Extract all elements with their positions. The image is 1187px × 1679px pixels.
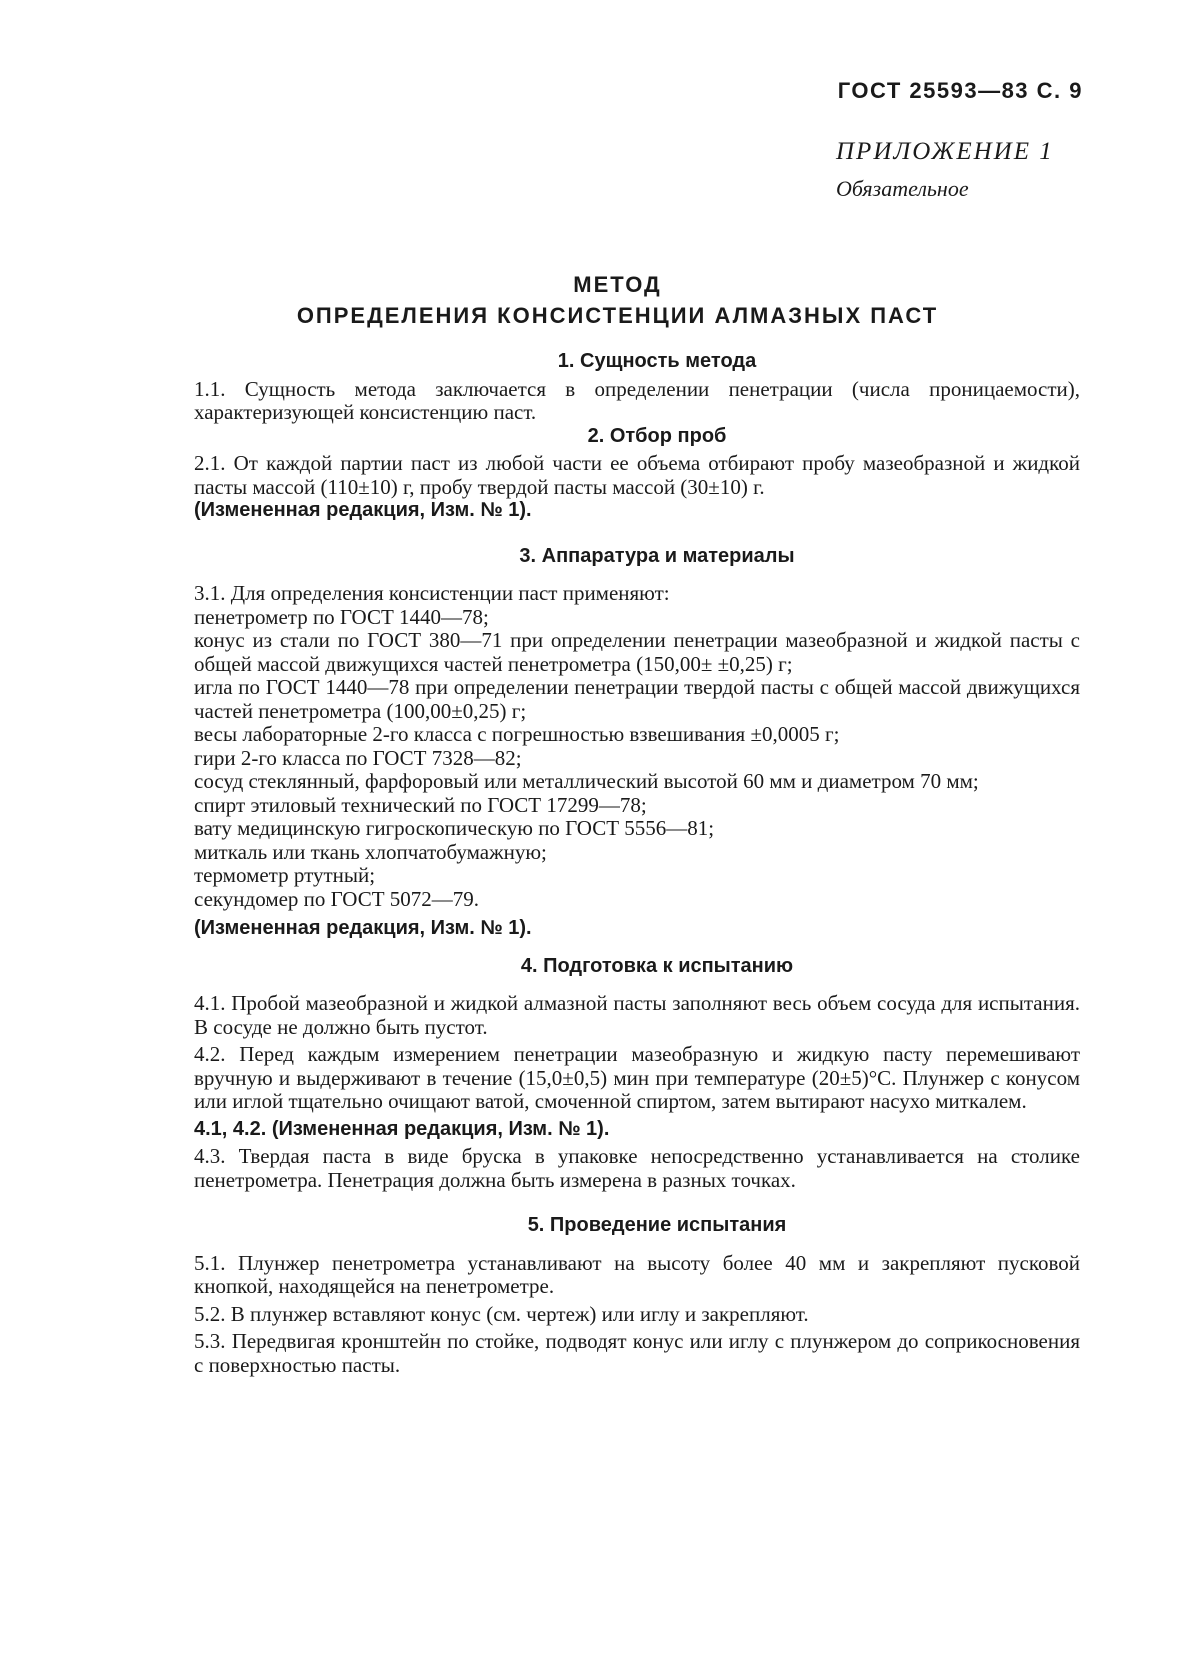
list-item: конус из стали по ГОСТ 380—71 при определении пенетрации мазеобразной и жидкой пасты с общей массой движущихся частей пенетрометра (150,00± ±0,25) г; (194, 628, 1080, 676)
paragraph-4-3: 4.3. Твердая паста в виде бруска в упаковке непосредственно устанавливается на столике пенетрометра. Пенетрация должна быть измерена в разных точках. (194, 1144, 1080, 1192)
list-item: термометр ртутный; (194, 863, 376, 887)
list-item: гири 2-го класса по ГОСТ 7328—82; (194, 745, 522, 770)
section-heading-5: 5. Проведение испытания (527, 1214, 787, 1236)
standard-reference: ГОСТ 25593—83 С. 9 (837, 78, 1083, 103)
list-item: спирт этиловый технический по ГОСТ 17299—78; (194, 792, 647, 817)
list-item: вату медицинскую гигроскопическую по ГОСТ 5556—81; (194, 816, 715, 840)
section-heading-1: 1. Сущность метода (557, 350, 757, 372)
section-heading-4: 4. Подготовка к испытанию (520, 954, 794, 977)
amendment-note-4: 4.1, 4.2. (Измененная редакция, Изм. № 1). (194, 1117, 610, 1140)
list-item: весы лабораторные 2-го класса с погрешностью взвешивания ±0,0005 г; (194, 722, 840, 746)
paragraph-3-1: 3.1. Для определения консистенции паст применяют: (194, 581, 670, 605)
document-title-line2: ОПРЕДЕЛЕНИЯ КОНСИСТЕНЦИИ АЛМАЗНЫХ ПАСТ (296, 303, 939, 328)
paragraph-4-1: 4.1. Пробой мазеобразной и жидкой алмазной пасты заполняют весь объем сосуда для испытания. В сосуде не должно быть пустот. (194, 991, 1080, 1039)
paragraph-5-1: 5.1. Плунжер пенетрометра устанавливают на высоту более 40 мм и закрепляют пусковой кнопкой, находящейся на пенетрометре. (194, 1250, 1080, 1298)
appendix-subtitle: Обязательное (836, 176, 969, 201)
appendix-title: ПРИЛОЖЕНИЕ 1 (836, 138, 1054, 165)
list-item: секундомер по ГОСТ 5072—79. (194, 886, 480, 911)
paragraph-1-1: 1.1. Сущность метода заключается в определении пенетрации (числа проницаемости), характеризующей консистенцию паст. (194, 376, 1080, 424)
list-item: игла по ГОСТ 1440—78 при определении пенетрации твердой пасты с общей массой движущихся частей пенетрометра (100,00±0,25) г; (194, 675, 1080, 723)
paragraph-5-3: 5.3. Передвигая кронштейн по стойке, подводят конус или иглу с плунжером до соприкосновения с поверхностью пасты. (194, 1329, 1080, 1377)
paragraph-2-1: 2.1. От каждой партии паст из любой части ее объема отбирают пробу мазеобразной и жидкой пасты массой (110±10) г, пробу твердой пасты массой (30±10) г. (194, 451, 1080, 499)
document-body (194, 350, 1080, 1377)
amendment-note-2: (Измененная редакция, Изм. № 1). (194, 499, 532, 521)
list-item: пенетрометр по ГОСТ 1440—78; (194, 604, 489, 629)
document-title-line1: МЕТОД (573, 272, 662, 297)
list-item: сосуд стеклянный, фарфоровый или металлический высотой 60 мм и диаметром 70 мм; (194, 769, 979, 793)
paragraph-5-2: 5.2. В плунжер вставляют конус (см. чертеж) или иглу и закрепляют. (194, 1301, 809, 1326)
section-heading-2: 2. Отбор проб (587, 424, 727, 447)
paragraph-4-2: 4.2. Перед каждым измерением пенетрации мазеобразную и жидкую пасту перемешивают вручную и выдерживают в течение (15,0±0,5) мин при температуре (20±5)°С. Плунжер с конусом или иглой тщательно очищают ватой, смоченной спиртом, затем вытирают насухо миткалем. (194, 1042, 1080, 1113)
list-item: миткаль или ткань хлопчатобумажную; (194, 839, 547, 864)
section-heading-3: 3. Аппаратура и материалы (519, 544, 795, 567)
amendment-note-3: (Измененная редакция, Изм. № 1). (194, 917, 532, 939)
